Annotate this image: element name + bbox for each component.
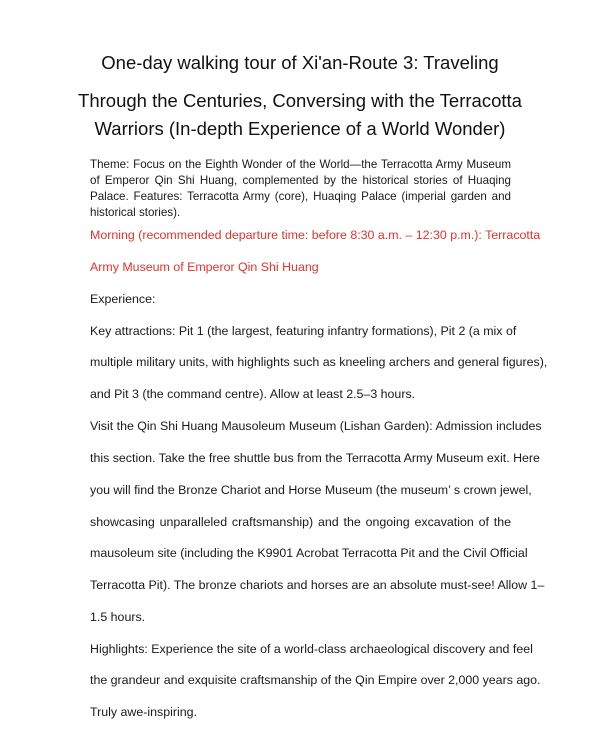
mausoleum-line-4: showcasing unparalleled craftsmanship) and the ongoing excavation of the — [90, 515, 511, 529]
mausoleum-line-1: Visit the Qin Shi Huang Mausoleum Museum (Lishan Garden): Admission includes — [90, 419, 542, 433]
experience-label: Experience: — [90, 292, 156, 306]
mausoleum-line-7: 1.5 hours. — [90, 610, 146, 624]
mausoleum-line-3: you will find the Bronze Chariot and Horse Museum (the museum’ s crown jewel, — [90, 483, 532, 497]
document-title-line-3: Warriors (In-depth Experience of a World Wonder) — [94, 118, 506, 139]
mausoleum-line-2: this section. Take the free shuttle bus from the Terracotta Army Museum exit. Here — [90, 451, 540, 465]
key-attractions-line-3: and Pit 3 (the command centre). Allow at least 2.5–3 hours. — [90, 387, 416, 401]
document-title-line-1: One-day walking tour of Xi'an-Route 3: Traveling — [101, 52, 499, 73]
document-title-line-2: Through the Centuries, Conversing with the Terracotta — [78, 90, 522, 111]
morning-section-heading-line-1: Morning (recommended departure time: before 8:30 a.m. – 12:30 p.m.): Terracotta — [90, 228, 541, 242]
highlights-line-2: the grandeur and exquisite craftsmanship of the Qin Empire over 2,000 years ago. — [90, 673, 541, 687]
theme-paragraph: Theme: Focus on the Eighth Wonder of the World—the Terracotta Army Museum of Emperor Qin Shi Huang, complemented by the historical stories of Huaqing Palace. Features: Terracotta Army (core), Huaqing Palace (imperial garden and historical stories). — [90, 158, 511, 219]
highlights-line-3: Truly awe-inspiring. — [90, 705, 197, 719]
highlights-line-1: Highlights: Experience the site of a world-class archaeological discovery and feel — [90, 642, 533, 656]
key-attractions-line-1: Key attractions: Pit 1 (the largest, featuring infantry formations), Pit 2 (a mix of — [90, 324, 517, 338]
key-attractions-line-2: multiple military units, with highlights such as kneeling archers and general figures), — [90, 355, 548, 369]
mausoleum-line-5: mausoleum site (including the K9901 Acrobat Terracotta Pit and the Civil Official — [90, 546, 528, 560]
mausoleum-line-6: Terracotta Pit). The bronze chariots and horses are an absolute must-see! Allow 1– — [90, 578, 545, 592]
morning-section-heading-line-2: Army Museum of Emperor Qin Shi Huang — [90, 260, 319, 274]
